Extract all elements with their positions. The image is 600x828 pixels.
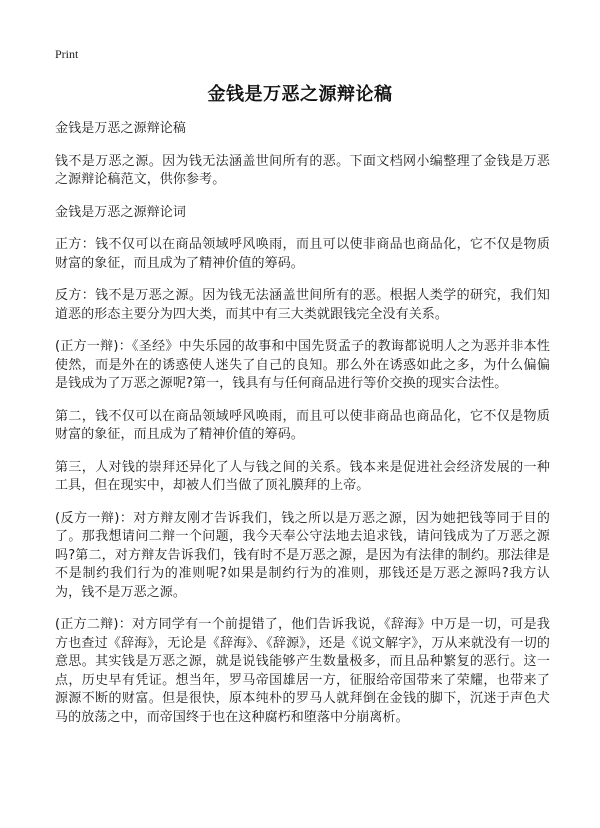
paragraph-second-point: 第二，钱不仅可以在商品领域呼风唤雨，而且可以使非商品也商品化，它不仅是物质财富的象征，而且成为了精神价值的筹码。 <box>55 408 550 442</box>
document-body <box>55 120 550 740</box>
paragraph-intro: 钱不是万恶之源。因为钱无法涵盖世间所有的恶。下面文档网小编整理了金钱是万恶之源辩论稿范文，供你参考。 <box>55 153 550 187</box>
paragraph-section-heading: 金钱是万恶之源辩论词 <box>55 204 187 220</box>
print-label: Print <box>55 47 79 61</box>
paragraph-subtitle: 金钱是万恶之源辩论稿 <box>55 121 187 136</box>
paragraph-affirmative-second-speaker: (正方二辩)：对方同学有一个前提错了，他们告诉我说，《辞海》中万是一切，可是我方也查过《辞海》，无论是《辞海》、《辞源》，还是《说文解字》，万从来就没有一切的意思。其实钱是万恶之源，就是说钱能够产生数量极多，而且品种繁复的恶行。这一点，历史早有凭证。想当年，罗马帝国雄居一方，征服给帝国带来了荣耀，也带来了源源不断的财富。但是很快，原本纯朴的罗马人就拜倒在金钱的脚下，沉迷于声色犬马的放荡之中，而帝国终于也在这种腐朽和堕落中分崩离析。 <box>55 617 550 725</box>
document-title: 金钱是万恶之源辩论稿 <box>207 84 393 105</box>
paragraph-affirmative: 正方：钱不仅可以在商品领域呼风唤雨，而且可以使非商品也商品化，它不仅是物质财富的象征，而且成为了精神价值的筹码。 <box>55 237 550 271</box>
paragraph-negative-first-speaker: (反方一辩)：对方辩友刚才告诉我们，钱之所以是万恶之源，因为她把钱等同于目的了。那我想请问二辩一个问题，我今天奉公守法地去追求钱，请问钱成为了万恶之源吗?第二，对方辩友告诉我们，钱有时不是万恶之源，是因为有法律的制约。那法律是不是制约我们行为的准则呢?如果是制约行为的准则，那钱还是万恶之源吗?我方认为，钱不是万恶之源。 <box>55 510 550 600</box>
paragraph-affirmative-first-speaker: (正方一辩)：《圣经》中失乐园的故事和中国先贤孟子的教诲都说明人之为恶并非本性使然，而是外在的诱惑使人迷失了自己的良知。那么外在诱惑如此之多，为什么偏偏是钱成为了万恶之源呢?第一，钱具有与任何商品进行等价交换的现实合法性。 <box>55 339 550 391</box>
paragraph-third-point: 第三，人对钱的崇拜还异化了人与钱之间的关系。钱本来是促进社会经济发展的一种工具，但在现实中，却被人们当做了顶礼膜拜的上帝。 <box>55 459 550 493</box>
paragraph-negative: 反方：钱不是万恶之源。因为钱无法涵盖世间所有的恶。根据人类学的研究，我们知道恶的形态主要分为四大类，而其中有三大类就跟钱完全没有关系。 <box>55 288 550 322</box>
